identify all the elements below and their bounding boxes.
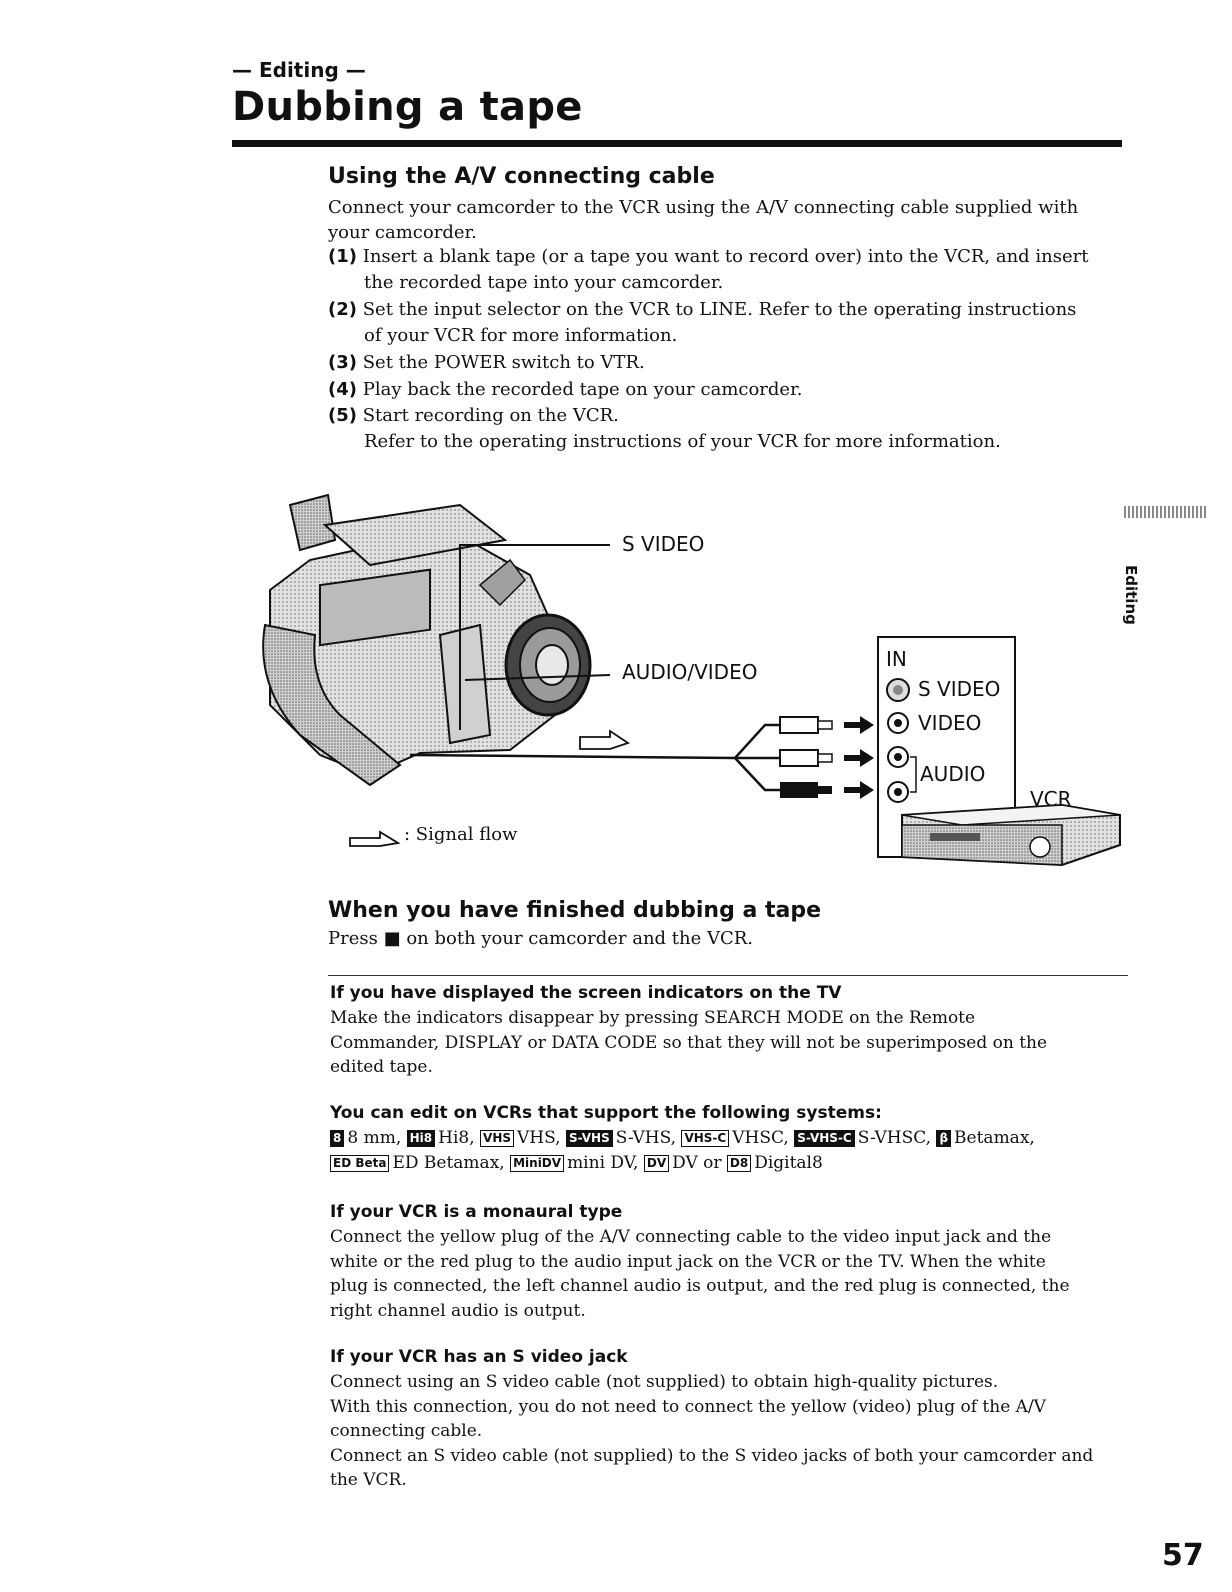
note-line: plug is connected, the left channel audio is output, and the red plug is connected, the [330, 1276, 1070, 1296]
note-line: Make the indicators disappear by pressing SEARCH MODE on the Remote [330, 1008, 976, 1028]
vcr-in-label: IN [886, 647, 907, 671]
note-line: Connect an S video cable (not supplied) to the S video jacks of both your camcorder and [330, 1445, 1094, 1466]
step-number: (2) [328, 299, 357, 320]
tab-marker [1124, 506, 1206, 518]
step-item [328, 377, 1128, 403]
note-line: Commander, DISPLAY or DATA CODE so that they will not be superimposed on the [330, 1032, 1048, 1053]
signal-flow-legend-icon [348, 830, 400, 848]
format-logo-svhs: S-VHS [566, 1130, 613, 1147]
step-text-cont: of your VCR for more information. [364, 325, 678, 346]
note-body [330, 1225, 1130, 1323]
note-body [330, 1370, 1130, 1493]
format-logo-vhs: VHS [480, 1130, 514, 1147]
format-name: S-VHSC, [857, 1128, 932, 1148]
format-name: Betamax, [954, 1128, 1035, 1148]
side-tab-label: Editing [1122, 565, 1140, 625]
note-heading-s-video: If your VCR has an S video jack [330, 1347, 628, 1367]
finished-text: on both your camcorder and the VCR. [406, 928, 754, 949]
format-logo-svhsc: S-VHS-C [794, 1130, 855, 1147]
vcr-audio-label: AUDIO [920, 762, 986, 786]
vcr-label: VCR [1030, 787, 1072, 811]
step-number: (1) [328, 246, 357, 267]
format-name: Digital8 [754, 1152, 823, 1173]
title-rule [232, 140, 1122, 147]
camcorder-illustration [263, 495, 590, 785]
note-body [330, 1006, 1130, 1080]
note-heading-monaural: If your VCR is a monaural type [330, 1202, 623, 1222]
step-text: Insert a blank tape (or a tape you want to record over) into the VCR, and insert [362, 246, 1089, 267]
audio-video-label: AUDIO/VIDEO [622, 660, 758, 684]
format-logo-8mm: 8 [330, 1130, 344, 1147]
step-item [328, 297, 1128, 349]
format-list [330, 1126, 1150, 1175]
format-name: 8 mm, [347, 1128, 402, 1148]
note-line: edited tape. [330, 1057, 433, 1077]
finished-text: Press [328, 928, 378, 949]
s-video-label: S VIDEO [622, 532, 705, 556]
intro-line: Connect your camcorder to the VCR using the A/V connecting cable supplied with [328, 197, 1079, 218]
format-logo-betamax: β [936, 1130, 951, 1147]
format-name: DV or [672, 1152, 722, 1173]
page-number: 57 [1162, 1538, 1204, 1573]
vcr-video-label: VIDEO [918, 711, 982, 735]
notes-divider [328, 975, 1128, 976]
format-name: ED Betamax, [392, 1152, 505, 1173]
vcr-illustration [902, 805, 1120, 865]
note-heading-screen-indicators: If you have displayed the screen indicators on the TV [330, 983, 842, 1003]
step-text-cont: Refer to the operating instructions of your VCR for more information. [364, 431, 1001, 452]
format-name: mini DV, [567, 1152, 639, 1173]
arrow-icons [844, 716, 874, 799]
format-name: S-VHS, [615, 1128, 677, 1148]
page-title: Dubbing a tape [232, 84, 583, 130]
rca-plugs [780, 717, 832, 798]
format-name: Hi8, [438, 1128, 475, 1148]
step-number: (5) [328, 405, 357, 426]
step-text: Set the POWER switch to VTR. [362, 352, 645, 373]
step-text: Set the input selector on the VCR to LINE. Refer to the operating instructions [362, 299, 1077, 320]
format-name: VHS, [517, 1128, 561, 1148]
intro-paragraph [328, 195, 1128, 245]
note-line: Connect the yellow plug of the A/V connecting cable to the video input jack and the [330, 1227, 1052, 1247]
note-line: Connect using an S video cable (not supplied) to obtain high-quality pictures. [330, 1372, 999, 1392]
step-text: Play back the recorded tape on your camcorder. [362, 379, 803, 400]
format-logo-digital8: D8 [727, 1155, 751, 1172]
section-heading-finished: When you have finished dubbing a tape [328, 898, 822, 923]
format-logo-dv: DV [644, 1155, 669, 1172]
note-heading-systems: You can edit on VCRs that support the following systems: [330, 1103, 882, 1123]
format-logo-vhsc: VHS-C [681, 1130, 729, 1147]
step-number: (3) [328, 352, 357, 373]
step-number: (4) [328, 379, 357, 400]
note-line: white or the red plug to the audio input jack on the VCR or the TV. When the white [330, 1251, 1046, 1272]
step-item [328, 244, 1128, 296]
av-cable [410, 755, 735, 758]
note-line: connecting cable. [330, 1421, 483, 1441]
note-line: right channel audio is output. [330, 1300, 586, 1321]
format-logo-minidv: MiniDV [510, 1155, 564, 1172]
note-line: With this connection, you do not need to connect the yellow (video) plug of the A/V [330, 1396, 1046, 1417]
step-item [328, 350, 1128, 376]
step-text-cont: the recorded tape into your camcorder. [364, 272, 724, 293]
vcr-s-video-label: S VIDEO [918, 677, 1001, 701]
signal-flow-legend: : Signal flow [404, 824, 518, 845]
finished-paragraph [328, 926, 753, 951]
step-text: Start recording on the VCR. [362, 405, 619, 426]
section-heading-av-cable: Using the A/V connecting cable [328, 164, 715, 189]
section-label: — Editing — [232, 58, 366, 82]
step-item [328, 403, 1128, 455]
format-logo-ed-beta: ED Beta [330, 1155, 389, 1172]
format-name: VHSC, [732, 1128, 789, 1148]
format-logo-hi8: Hi8 [407, 1130, 436, 1147]
note-line: the VCR. [330, 1470, 407, 1490]
intro-line: your camcorder. [328, 222, 477, 243]
signal-flow-arrow-icon [580, 731, 628, 749]
stop-icon: ■ [383, 928, 401, 949]
